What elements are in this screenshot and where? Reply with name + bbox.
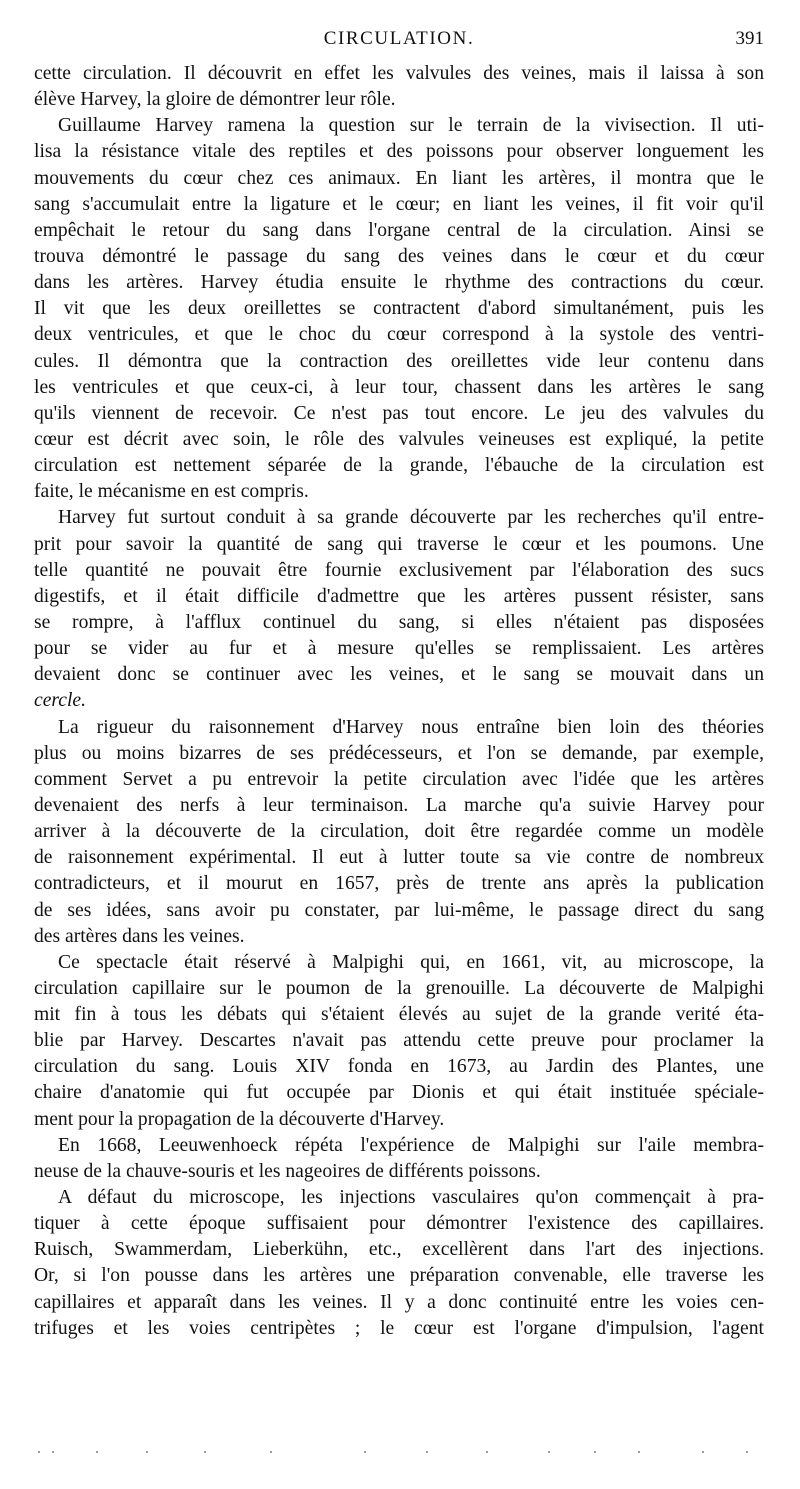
speck bbox=[146, 1451, 148, 1453]
text-line: cercle. bbox=[34, 690, 87, 712]
text-line: trifuges et les voies centripètes ; le cœur est l'organe d'impulsion, l'agent bbox=[34, 1317, 764, 1339]
text-line: se rompre, à l'afflux continuel du sang, si elles n'étaient pas disposées bbox=[34, 611, 764, 633]
text-line: des artères dans les veines. bbox=[34, 925, 245, 947]
text-line: cœur est décrit avec soin, le rôle des valvules veineuses est expliqué, la petite bbox=[34, 428, 764, 450]
text-line: contradicteurs, et il mourut en 1657, près de trente ans après la publication bbox=[34, 873, 764, 895]
text-line: arriver à la découverte de la circulation, doit être regardée comme un modèle bbox=[34, 821, 764, 843]
print-specks bbox=[34, 1448, 764, 1456]
text-line: sang s'accumulait entre la ligature et le cœur; en liant les veines, il fit voir qu'il bbox=[34, 193, 764, 215]
text-line: élève Harvey, la gloire de démontrer leur rôle. bbox=[34, 89, 396, 111]
text-line: prit pour savoir la quantité de sang qui traverse le cœur et les poumons. Une bbox=[34, 533, 764, 555]
body-text bbox=[34, 61, 764, 1342]
text-line: empêchait le retour du sang dans l'organe central de la circulation. Ainsi se bbox=[34, 219, 764, 241]
text-line: Ruisch, Swammerdam, Lieberkühn, etc., excellèrent dans l'art des injections. bbox=[34, 1239, 764, 1261]
text-line: neuse de la chauve-souris et les nageoires de différents poissons. bbox=[34, 1160, 541, 1182]
text-line: qu'ils viennent de recevoir. Ce n'est pas tout encore. Le jeu des valvules du bbox=[34, 402, 764, 424]
text-line: Or, si l'on pousse dans les artères une préparation convenable, elle traverse les bbox=[34, 1265, 764, 1287]
text-line: telle quantité ne pouvait être fournie exclusivement par l'élaboration des sucs bbox=[34, 559, 764, 581]
running-head bbox=[34, 28, 764, 54]
text-line: digestifs, et il était difficile d'admettre que les artères pussent résister, sans bbox=[34, 585, 764, 607]
text-line: tiquer à cette époque suffisaient pour démontrer l'existence des capillaires. bbox=[34, 1213, 764, 1235]
text-line: mit fin à tous les débats qui s'étaient élevés au sujet de la grande verité éta- bbox=[34, 1004, 764, 1026]
speck bbox=[594, 1451, 596, 1453]
speck bbox=[638, 1451, 640, 1453]
speck bbox=[702, 1451, 704, 1453]
text-line: trouva démontré le passage du sang des veines dans le cœur et du cœur bbox=[34, 245, 764, 267]
text-line: deux ventricules, et que le choc du cœur correspond à la systole des ventri- bbox=[34, 324, 764, 346]
text-line: circulation est nettement séparée de la grande, l'ébauche de la circulation est bbox=[34, 455, 764, 477]
text-line: comment Servet a pu entrevoir la petite circulation avec l'idée que les artères bbox=[34, 768, 764, 790]
text-line: plus ou moins bizarres de ses prédécesseurs, et l'on se demande, par exemple, bbox=[34, 742, 764, 764]
running-title: CIRCULATION. bbox=[323, 28, 475, 49]
speck bbox=[96, 1451, 98, 1453]
text-line: blie par Harvey. Descartes n'avait pas attendu cette preuve pour proclamer la bbox=[34, 1030, 764, 1052]
text-line: circulation capillaire sur le poumon de la grenouille. La découverte de Malpighi bbox=[34, 977, 764, 999]
text-line: de ses idées, sans avoir pu constater, par lui-même, le passage direct du sang bbox=[34, 899, 764, 921]
text-line: devenaient des nerfs à leur terminaison. La marche qu'a suivie Harvey pour bbox=[34, 794, 764, 816]
text-line: En 1668, Leeuwenhoeck répéta l'expérience de Malpighi sur l'aile membra- bbox=[58, 1134, 764, 1156]
speck bbox=[364, 1451, 366, 1453]
page-number: 391 bbox=[735, 28, 764, 49]
text-line: dans les artères. Harvey étudia ensuite le rhythme des contractions du cœur. bbox=[34, 272, 764, 294]
speck bbox=[270, 1451, 272, 1453]
text-line: de raisonnement expérimental. Il eut à lutter toute sa vie contre de nombreux bbox=[34, 847, 764, 869]
text-line: cette circulation. Il découvrit en effet les valvules des veines, mais il laissa à son bbox=[34, 63, 764, 84]
text-line: pour se vider au fur et à mesure qu'elles se remplissaient. Les artères bbox=[34, 638, 764, 660]
text-line: cules. Il démontra que la contraction des oreillettes vide leur contenu dans bbox=[34, 350, 764, 372]
speck bbox=[746, 1451, 748, 1453]
speck bbox=[426, 1451, 428, 1453]
speck bbox=[38, 1451, 40, 1453]
text-line: ment pour la propagation de la découverte d'Harvey. bbox=[34, 1108, 445, 1130]
text-line: les ventricules et que ceux-ci, à leur tour, chassent dans les artères le sang bbox=[34, 376, 764, 398]
text-line: circulation du sang. Louis XIV fonda en 1673, au Jardin des Plantes, une bbox=[34, 1056, 764, 1078]
text-line: A défaut du microscope, les injections vasculaires qu'on commençait à pra- bbox=[58, 1187, 764, 1209]
text-line: lisa la résistance vitale des reptiles et des poissons pour observer longuement les bbox=[34, 141, 764, 163]
speck bbox=[486, 1451, 488, 1453]
text-line: faite, le mécanisme en est compris. bbox=[34, 481, 309, 503]
text-line: Harvey fut surtout conduit à sa grande découverte par les recherches qu'il entre- bbox=[58, 507, 764, 529]
text-line: mouvements du cœur chez ces animaux. En liant les artères, il montra que le bbox=[34, 167, 764, 189]
text-line: capillaires et apparaît dans les veines. Il y a donc continuité entre les voies cen- bbox=[34, 1291, 764, 1313]
text-line: Ce spectacle était réservé à Malpighi qui, en 1661, vit, au microscope, la bbox=[58, 951, 764, 973]
speck bbox=[52, 1451, 54, 1453]
text-line: devaient donc se continuer avec les veines, et le sang se mouvait dans un bbox=[34, 664, 764, 686]
text-line: chaire d'anatomie qui fut occupée par Dionis et qui était instituée spéciale- bbox=[34, 1082, 764, 1104]
speck bbox=[204, 1451, 206, 1453]
text-line: La rigueur du raisonnement d'Harvey nous entraîne bien loin des théories bbox=[58, 716, 764, 738]
text-line: Guillaume Harvey ramena la question sur le terrain de la vivisection. Il uti- bbox=[58, 115, 764, 137]
text-line: Il vit que les deux oreillettes se contractent d'abord simultanément, puis les bbox=[34, 298, 764, 320]
speck bbox=[548, 1451, 550, 1453]
